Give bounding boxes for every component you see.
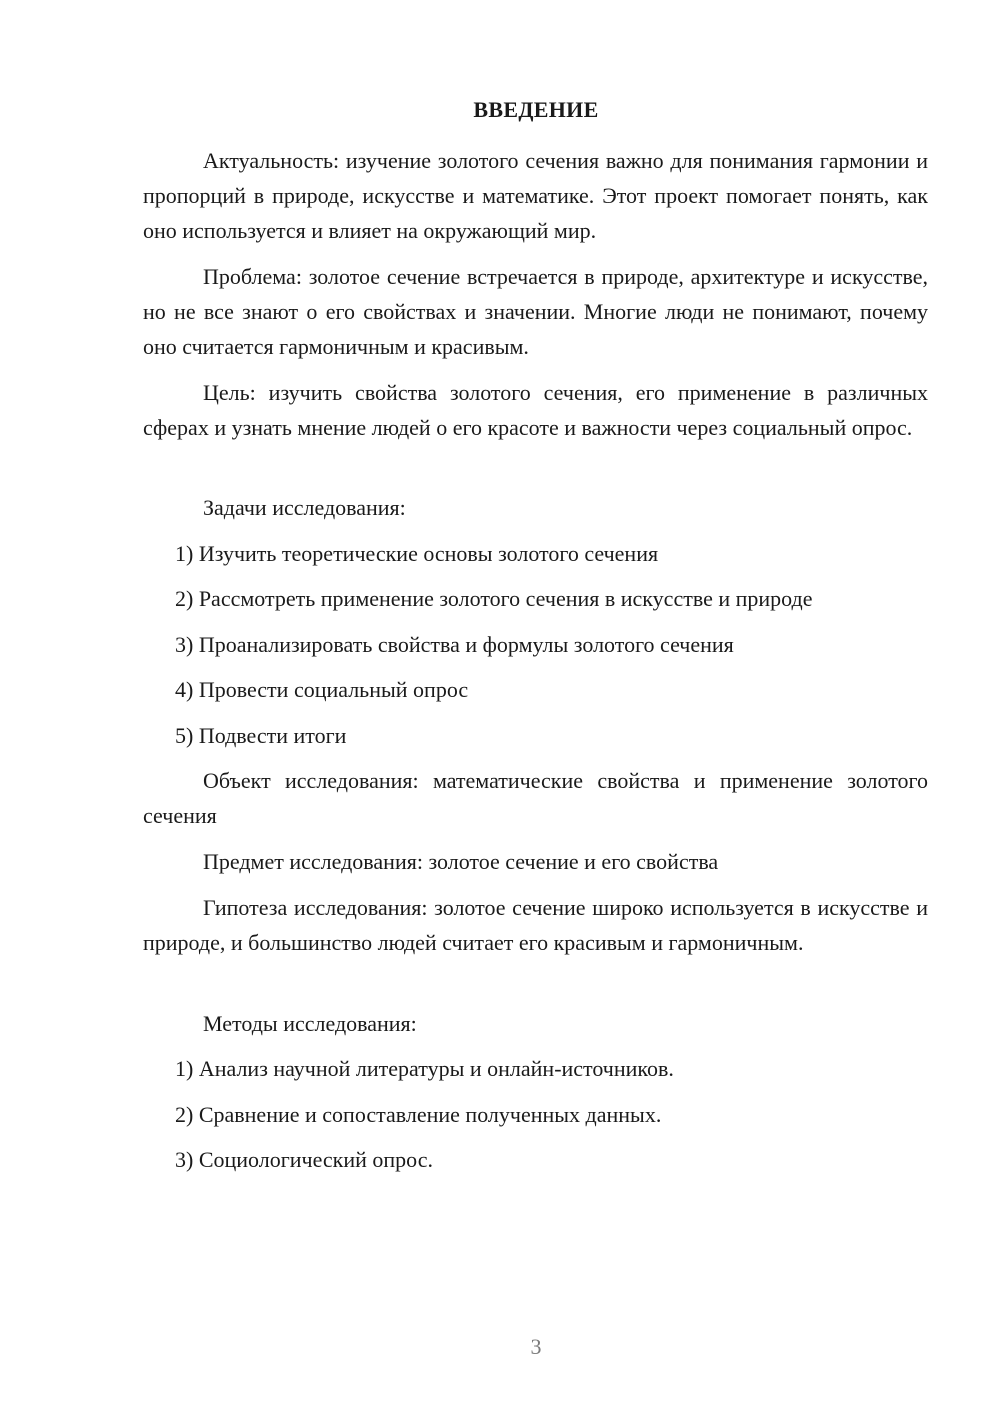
actuality-paragraph: Актуальность: изучение золотого сечения важно для понимания гармонии и пропорций в природе, искусстве и математике. Этот проект помогает понять, как оно используется и влияет на окружающий мир. xyxy=(143,148,928,243)
subject-paragraph: Предмет исследования: золотое сечение и его свойства xyxy=(203,849,719,874)
page-number: 3 xyxy=(530,1334,542,1359)
page-title: ВВЕДЕНИЕ xyxy=(473,97,599,122)
object-paragraph: Объект исследования: математические свойства и применение золотого сечения xyxy=(143,768,928,828)
task-item: 2) Рассмотреть применение золотого сечения в искусстве и природе xyxy=(175,586,813,611)
task-item: 5) Подвести итоги xyxy=(175,723,347,748)
tasks-heading: Задачи исследования: xyxy=(203,495,406,520)
methods-heading: Методы исследования: xyxy=(203,1011,417,1036)
method-item: 1) Анализ научной литературы и онлайн-источников. xyxy=(175,1056,674,1081)
method-item: 2) Сравнение и сопоставление полученных данных. xyxy=(175,1102,662,1127)
hypothesis-paragraph: Гипотеза исследования: золотое сечение широко используется в искусстве и природе, и большинство людей считает его красивым и гармоничным. xyxy=(143,895,928,955)
task-item: 3) Проанализировать свойства и формулы золотого сечения xyxy=(175,632,734,657)
task-item: 1) Изучить теоретические основы золотого сечения xyxy=(175,541,659,566)
problem-paragraph: Проблема: золотое сечение встречается в природе, архитектуре и искусстве, но не все знают о его свойствах и значении. Многие люди не понимают, почему оно считается гармоничным и красивым. xyxy=(143,264,928,359)
goal-paragraph: Цель: изучить свойства золотого сечения, его применение в различных сферах и узнать мнение людей о его красоте и важности через социальный опрос. xyxy=(143,380,928,440)
task-item: 4) Провести социальный опрос xyxy=(175,677,469,702)
method-item: 3) Социологический опрос. xyxy=(175,1147,433,1172)
